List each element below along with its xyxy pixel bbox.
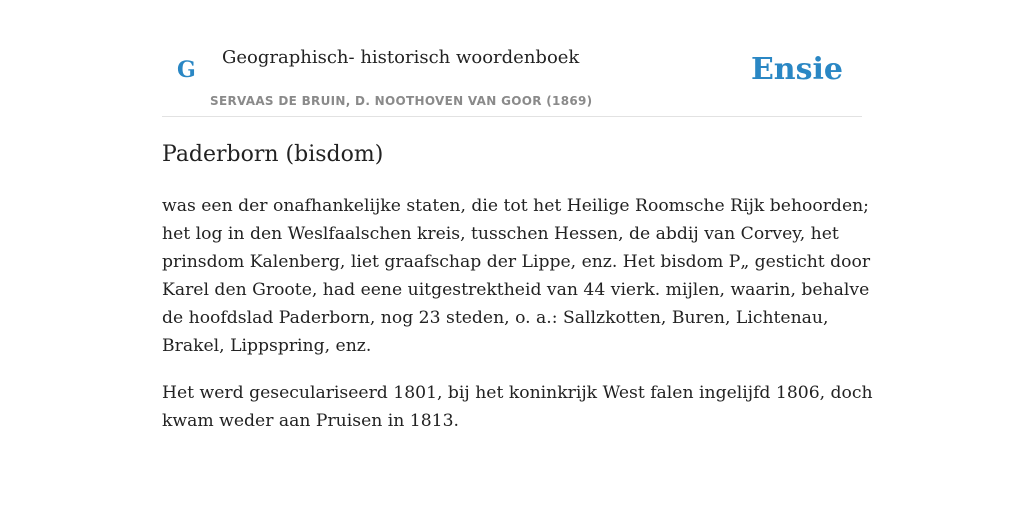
book-authors: SERVAAS DE BRUIN, D. NOOTHOVEN VAN GOOR (1869): [210, 94, 593, 108]
paragraph-line: prinsdom Kalenberg, liet graafschap der Lippe, enz. Het bisdom P„ gesticht door: [162, 252, 871, 272]
paragraph-line: was een der onafhankelijke staten, die tot het Heilige Roomsche Rijk behoorden;: [162, 196, 869, 216]
entry-paragraph-2: [162, 379, 873, 435]
entry-card: [162, 0, 873, 431]
paragraph-line: Brakel, Lippspring, enz.: [162, 336, 372, 356]
paragraph-line: de hoofdslad Paderborn, nog 23 steden, o. a.: Sallzkotten, Buren, Lichtenau,: [162, 308, 829, 328]
entry-paragraph-1: [162, 192, 871, 360]
paragraph-line: kwam weder aan Pruisen in 1813.: [162, 411, 460, 431]
header: [162, 0, 862, 117]
paragraph-line: het log in den Weslfaalschen kreis, tusschen Hessen, de abdij van Corvey, het: [162, 224, 839, 244]
book-title-link[interactable]: Geographisch- historisch woordenboek: [222, 47, 580, 68]
paragraph-line: Karel den Groote, had eene uitgestrektheid van 44 vierk. mijlen, waarin, behalve: [162, 280, 870, 300]
entry-title: Paderborn (bisdom): [162, 142, 384, 167]
paragraph-line: Het werd geseculariseerd 1801, bij het koninkrijk West falen ingelijfd 1806, doch: [162, 383, 873, 403]
ensie-logo[interactable]: Ensie: [750, 52, 843, 87]
book-letter-icon: G: [177, 57, 196, 83]
